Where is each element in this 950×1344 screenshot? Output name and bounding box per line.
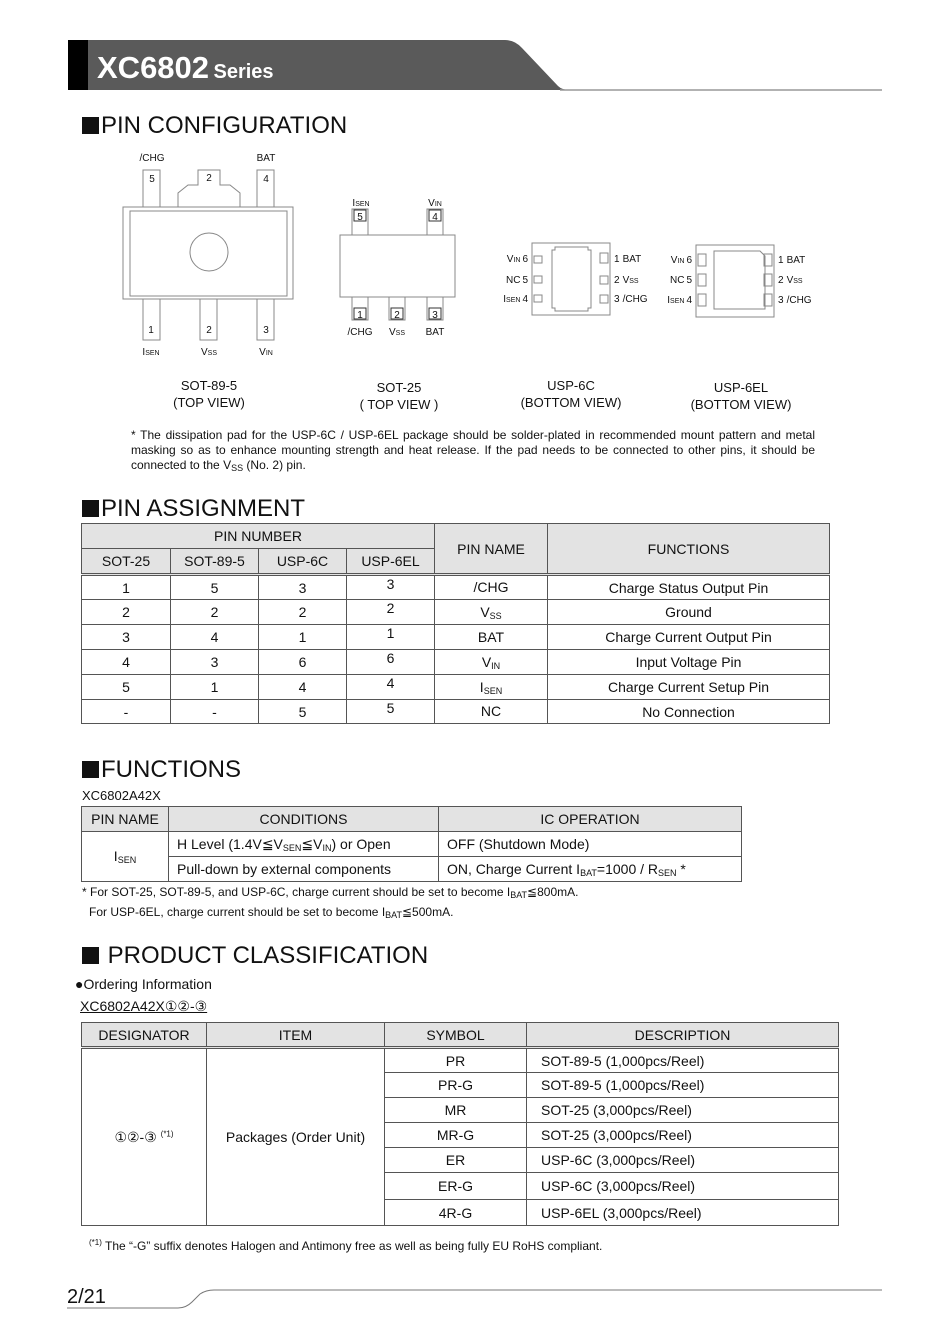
pin-config-note: * The dissipation pad for the USP-6C / USP-6EL package should be solder-plated in recommended mount pattern and metal masking so as to enhance mounting strength and heat release. If the pad needs to be connected to other pins, it should be connected to the $V_{SS}$ (No. 2) pin. bbox=[131, 428, 815, 473]
square-bullet-icon bbox=[82, 947, 99, 964]
pin-number-cell: 5 bbox=[82, 675, 171, 700]
header-package: SOT-25 bbox=[82, 549, 171, 575]
table-row bbox=[82, 1048, 839, 1073]
pin-label: 3 /CHG bbox=[614, 294, 648, 305]
header-conditions: CONDITIONS bbox=[169, 807, 439, 832]
pin-number-cell: 1 bbox=[82, 575, 171, 600]
square-bullet-icon bbox=[82, 500, 99, 517]
sot-89-5-diagram bbox=[123, 170, 293, 340]
description-cell: SOT-25 (3,000pcs/Reel) bbox=[527, 1098, 839, 1123]
header-pin-number: PIN NUMBER bbox=[82, 524, 435, 549]
pin-label: 2 VSS bbox=[778, 275, 803, 286]
operation-cell: OFF (Shutdown Mode) bbox=[439, 832, 742, 857]
section-heading: PIN ASSIGNMENT bbox=[101, 495, 306, 522]
table-row bbox=[82, 650, 830, 675]
ordering-info-label: ●Ordering Information bbox=[75, 976, 212, 992]
pin-number-cell: 6 bbox=[259, 650, 347, 675]
pin-number-cell: - bbox=[171, 700, 259, 724]
pin-label: VIN bbox=[259, 347, 273, 358]
pin-number: 1 bbox=[357, 310, 363, 321]
description-cell: SOT-25 (3,000pcs/Reel) bbox=[527, 1123, 839, 1148]
pin-label: ISEN 4 bbox=[503, 294, 528, 305]
header-ic-operation: IC OPERATION bbox=[439, 807, 742, 832]
pin-label: BAT bbox=[256, 153, 276, 164]
description-cell: USP-6C (3,000pcs/Reel) bbox=[527, 1148, 839, 1173]
functions-note: * For SOT-25, SOT-89-5, and USP-6C, charge current should be set to become $I_{BAT}≦800mA$. bbox=[82, 885, 579, 900]
section-pin-assignment bbox=[82, 495, 305, 523]
package-view: (BOTTOM VIEW) bbox=[520, 395, 622, 410]
title-text: XC6802 bbox=[97, 50, 210, 85]
symbol-cell: PR-G bbox=[385, 1073, 527, 1098]
pin-number: 5 bbox=[357, 212, 363, 223]
pin-number-cell: - bbox=[82, 700, 171, 724]
package-view: (BOTTOM VIEW) bbox=[690, 397, 792, 412]
header-symbol: SYMBOL bbox=[385, 1023, 527, 1048]
pin-label: 1 BAT bbox=[778, 255, 806, 266]
pin-label: NC 5 bbox=[669, 275, 692, 286]
designator-cell: ①②-③ $^{(*1)}$ bbox=[82, 1048, 207, 1226]
usp-6el-diagram bbox=[696, 245, 774, 317]
symbol-cell: 4R-G bbox=[385, 1200, 527, 1226]
subtitle-text: Series bbox=[213, 61, 274, 83]
header-pin-name: PIN NAME bbox=[82, 807, 169, 832]
pin-number-cell: 1 bbox=[171, 675, 259, 700]
pin-number-cell: 5 bbox=[259, 700, 347, 724]
pin-number-cell: 3 bbox=[347, 575, 435, 600]
pin-number-cell: 4 bbox=[347, 675, 435, 700]
pin-label: /CHG bbox=[347, 327, 373, 338]
header-designator: DESIGNATOR bbox=[82, 1023, 207, 1048]
package-view: ( TOP VIEW ) bbox=[359, 397, 439, 412]
pin-label: VIN 6 bbox=[506, 254, 528, 265]
symbol-cell: ER bbox=[385, 1148, 527, 1173]
pin-number-cell: 4 bbox=[171, 625, 259, 650]
pin-number: 2 bbox=[394, 310, 400, 321]
function-cell: Ground bbox=[548, 600, 830, 625]
pin-number: 3 bbox=[263, 325, 269, 336]
header-package: USP-6C bbox=[259, 549, 347, 575]
pin-number-cell: 4 bbox=[82, 650, 171, 675]
table-row bbox=[82, 600, 830, 625]
header-package: USP-6EL bbox=[347, 549, 435, 575]
pin-number: 3 bbox=[432, 310, 438, 321]
function-cell: Charge Status Output Pin bbox=[548, 575, 830, 600]
pin-label: VIN 6 bbox=[670, 255, 692, 266]
product-footnote: $^{(*1)}$ The “-G” suffix denotes Halogen and Antimony free as well as being fully EU RoHS compliant. bbox=[89, 1238, 603, 1253]
pin-diagrams bbox=[0, 0, 950, 420]
header-description: DESCRIPTION bbox=[527, 1023, 839, 1048]
page-number: 2/21 bbox=[67, 1286, 106, 1308]
footer-line bbox=[0, 1280, 950, 1320]
pin-number: 5 bbox=[149, 174, 155, 185]
pin-number-cell: 2 bbox=[82, 600, 171, 625]
condition-cell: Pull-down by external components bbox=[169, 857, 439, 882]
pin-label: BAT bbox=[425, 327, 445, 338]
pin-name-cell: /CHG bbox=[435, 575, 548, 600]
pin-number-cell: 1 bbox=[259, 625, 347, 650]
pin-label: 1 BAT bbox=[614, 254, 642, 265]
header-package: SOT-89-5 bbox=[171, 549, 259, 575]
bullet-icon: ● bbox=[75, 976, 84, 992]
pin-number-cell: 5 bbox=[171, 575, 259, 600]
section-product-classification bbox=[82, 942, 428, 970]
pin-number-cell: 2 bbox=[171, 600, 259, 625]
pin-label: VIN bbox=[428, 198, 442, 209]
pin-number-cell: 1 bbox=[347, 625, 435, 650]
pin-number-cell: 3 bbox=[82, 625, 171, 650]
section-heading: PRODUCT CLASSIFICATION bbox=[101, 942, 429, 969]
description-cell: SOT-89-5 (1,000pcs/Reel) bbox=[527, 1073, 839, 1098]
pin-number-cell: 4 bbox=[259, 675, 347, 700]
package-view: (TOP VIEW) bbox=[173, 395, 245, 410]
package-name: USP-6EL bbox=[713, 380, 769, 395]
header-pin-name: PIN NAME bbox=[435, 524, 548, 575]
symbol-cell: ER-G bbox=[385, 1173, 527, 1200]
pin-number: 4 bbox=[263, 174, 269, 185]
pin-label: VSS bbox=[388, 327, 406, 338]
section-heading: PIN CONFIGURATION bbox=[101, 112, 348, 139]
description-cell: SOT-89-5 (1,000pcs/Reel) bbox=[527, 1048, 839, 1073]
pin-number: 1 bbox=[148, 325, 154, 336]
pin-label: ISEN bbox=[142, 347, 160, 358]
pin-label: 2 VSS bbox=[614, 275, 639, 286]
pin-number: 4 bbox=[432, 212, 438, 223]
symbol-cell: MR bbox=[385, 1098, 527, 1123]
model-label: XC6802A42X bbox=[82, 788, 161, 803]
pin-number-cell: 6 bbox=[347, 650, 435, 675]
pin-label: NC 5 bbox=[505, 275, 528, 286]
square-bullet-icon bbox=[82, 761, 99, 778]
table-row bbox=[82, 675, 830, 700]
pin-name-cell: NC bbox=[435, 700, 548, 724]
section-heading: FUNCTIONS bbox=[101, 756, 241, 783]
header-item: ITEM bbox=[207, 1023, 385, 1048]
description-cell: USP-6C (3,000pcs/Reel) bbox=[527, 1173, 839, 1200]
part-number: XC6802A42X①②-③ bbox=[80, 998, 208, 1014]
table-row bbox=[82, 832, 742, 857]
pin-number: 2 bbox=[206, 325, 212, 336]
pin-label: ISEN bbox=[352, 198, 370, 209]
pin-label: 3 /CHG bbox=[778, 295, 812, 306]
symbol-cell: PR bbox=[385, 1048, 527, 1073]
function-cell: Charge Current Setup Pin bbox=[548, 675, 830, 700]
table-row bbox=[82, 700, 830, 724]
package-name: SOT-25 bbox=[376, 380, 422, 395]
pin-label: ISEN 4 bbox=[667, 295, 692, 306]
pin-number: 2 bbox=[206, 173, 212, 184]
pin-name-cell: $I_{SEN}$ bbox=[435, 675, 548, 700]
usp-6c-diagram bbox=[532, 243, 610, 315]
section-functions bbox=[82, 756, 241, 784]
pin-name-cell: $I_{SEN}$ bbox=[82, 832, 169, 882]
pin-name-cell: BAT bbox=[435, 625, 548, 650]
function-cell: No Connection bbox=[548, 700, 830, 724]
pin-label: /CHG bbox=[139, 153, 165, 164]
header-functions: FUNCTIONS bbox=[548, 524, 830, 575]
description-cell: USP-6EL (3,000pcs/Reel) bbox=[527, 1200, 839, 1226]
package-name: USP-6C bbox=[547, 378, 595, 393]
pin-assignment-table bbox=[81, 523, 830, 724]
pin-name-cell: $V_{SS}$ bbox=[435, 600, 548, 625]
table-row bbox=[82, 575, 830, 600]
package-name: SOT-89-5 bbox=[180, 378, 238, 393]
item-cell: Packages (Order Unit) bbox=[207, 1048, 385, 1226]
operation-cell: ON, Charge Current $I_{BAT}=1000 / R_{SEN}$ * bbox=[439, 857, 742, 882]
sot-25-diagram bbox=[340, 209, 455, 320]
pin-number-cell: 3 bbox=[259, 575, 347, 600]
pin-number-cell: 3 bbox=[171, 650, 259, 675]
pin-number-cell: 2 bbox=[347, 600, 435, 625]
pin-number-cell: 5 bbox=[347, 700, 435, 724]
pin-number-cell: 2 bbox=[259, 600, 347, 625]
table-row bbox=[82, 625, 830, 650]
condition-cell: H Level $(1.4V≦V_{SEN}≦V_{IN})$ or Open bbox=[169, 832, 439, 857]
function-cell: Charge Current Output Pin bbox=[548, 625, 830, 650]
functions-table bbox=[81, 806, 742, 882]
table-row bbox=[82, 857, 742, 882]
pin-label: VSS bbox=[200, 347, 218, 358]
function-cell: Input Voltage Pin bbox=[548, 650, 830, 675]
product-table bbox=[81, 1022, 839, 1226]
pin-name-cell: $V_{IN}$ bbox=[435, 650, 548, 675]
symbol-cell: MR-G bbox=[385, 1123, 527, 1148]
functions-note: For USP-6EL, charge current should be set to become $I_{BAT}≦500mA$. bbox=[89, 905, 454, 920]
